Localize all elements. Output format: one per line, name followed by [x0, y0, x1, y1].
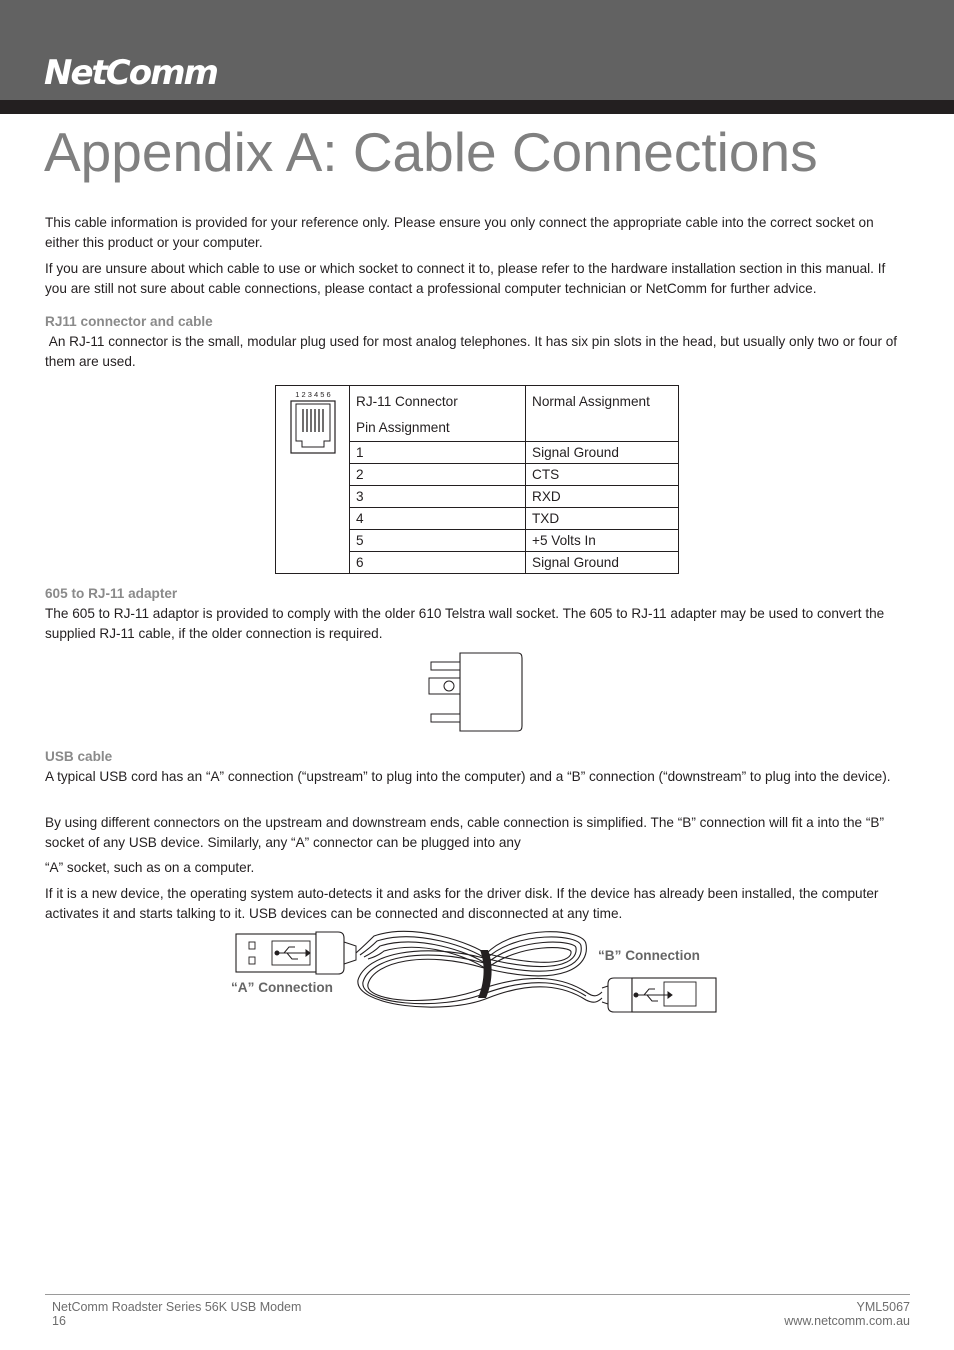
pin-cell: 6 [350, 552, 526, 574]
pin-cell: 5 [350, 530, 526, 552]
header-pin-line-1: RJ-11 Connector [356, 394, 458, 409]
b-connection-label: “B” Connection [598, 948, 700, 963]
usb-paragraph-1: A typical USB cord has an “A” connection (“upstream” to plug into the computer) and a “B” connection (“downstream” to plug into the device). [45, 769, 891, 784]
rj11-paragraph: An RJ-11 connector is the small, modular plug used for most analog telephones. It has six pin slots in the head, but usually only two or four of them are used. [45, 334, 901, 369]
pin-cell: 3 [350, 486, 526, 508]
footer-product-name: NetComm Roadster Series 56K USB Modem [52, 1300, 302, 1314]
usb-paragraph-2: By using different connectors on the upstream and downstream ends, cable connection is simplified. The “B” connection will fit a into the “B” socket of any USB device. Similarly, any “A” connector can be plugged into any [45, 815, 884, 850]
pin-cell: 1 [350, 442, 526, 464]
pin-cell: 4 [350, 508, 526, 530]
assignment-cell: TXD [526, 508, 679, 530]
a-connection-label: “A” Connection [231, 980, 333, 995]
assignment-cell: Signal Ground [526, 442, 679, 464]
rj11-heading: RJ11 connector and cable [45, 314, 213, 329]
pin-cell: 2 [350, 464, 526, 486]
usb-heading: USB cable [45, 749, 113, 764]
header-pin-assignment [350, 386, 526, 442]
usb-paragraph-4: If it is a new device, the operating system auto-detects it and asks for the driver disk. If the device has already been installed, the computer activates it and starts talking to it. USB devices can be connected and disconnected at any time. [45, 886, 879, 921]
intro-paragraph-1: This cable information is provided for your reference only. Please ensure you only connect the appropriate cable into the correct socket on either this product or your computer. [45, 215, 874, 250]
assignment-cell: +5 Volts In [526, 530, 679, 552]
rj11-pin-numbers: 1 2 3 4 5 6 [294, 390, 331, 399]
rj11-pin-table [275, 385, 679, 574]
adapter-heading: 605 to RJ-11 adapter [45, 586, 178, 601]
usb-paragraph-3: “A” socket, such as on a computer. [45, 860, 255, 875]
assignment-cell: Signal Ground [526, 552, 679, 574]
adapter-paragraph: The 605 to RJ-11 adaptor is provided to comply with the older 610 Telstra wall socket. The 605 to RJ-11 adapter may be used to convert the supplied RJ-11 cable, if the older connection is required. [45, 606, 885, 641]
header-rule [0, 100, 954, 114]
assignment-cell: CTS [526, 464, 679, 486]
footer-page-number: 16 [52, 1314, 66, 1328]
rj11-diagram-cell [276, 386, 350, 574]
usb-cable-diagram [234, 926, 720, 1022]
table-header-row [276, 386, 679, 442]
footer-doc-code: YML5067 [856, 1300, 910, 1314]
assignment-cell: RXD [526, 486, 679, 508]
rj11-connector-diagram [283, 389, 343, 459]
intro-paragraph-2: If you are unsure about which cable to use or which socket to connect it to, please refer to the hardware installation section in this manual. If you are still not sure about cable connections, please contact a professional computer technician or NetComm for further advice. [45, 261, 886, 296]
page-title: Appendix A: Cable Connections [44, 121, 818, 183]
footer-website: www.netcomm.com.au [784, 1314, 910, 1328]
footer-rule [45, 1294, 910, 1295]
header-pin-line-2: Pin Assignment [356, 420, 450, 435]
adapter-diagram [425, 650, 527, 734]
header-normal-assignment: Normal Assignment [526, 386, 679, 442]
netcomm-logo: NetComm [44, 53, 217, 93]
